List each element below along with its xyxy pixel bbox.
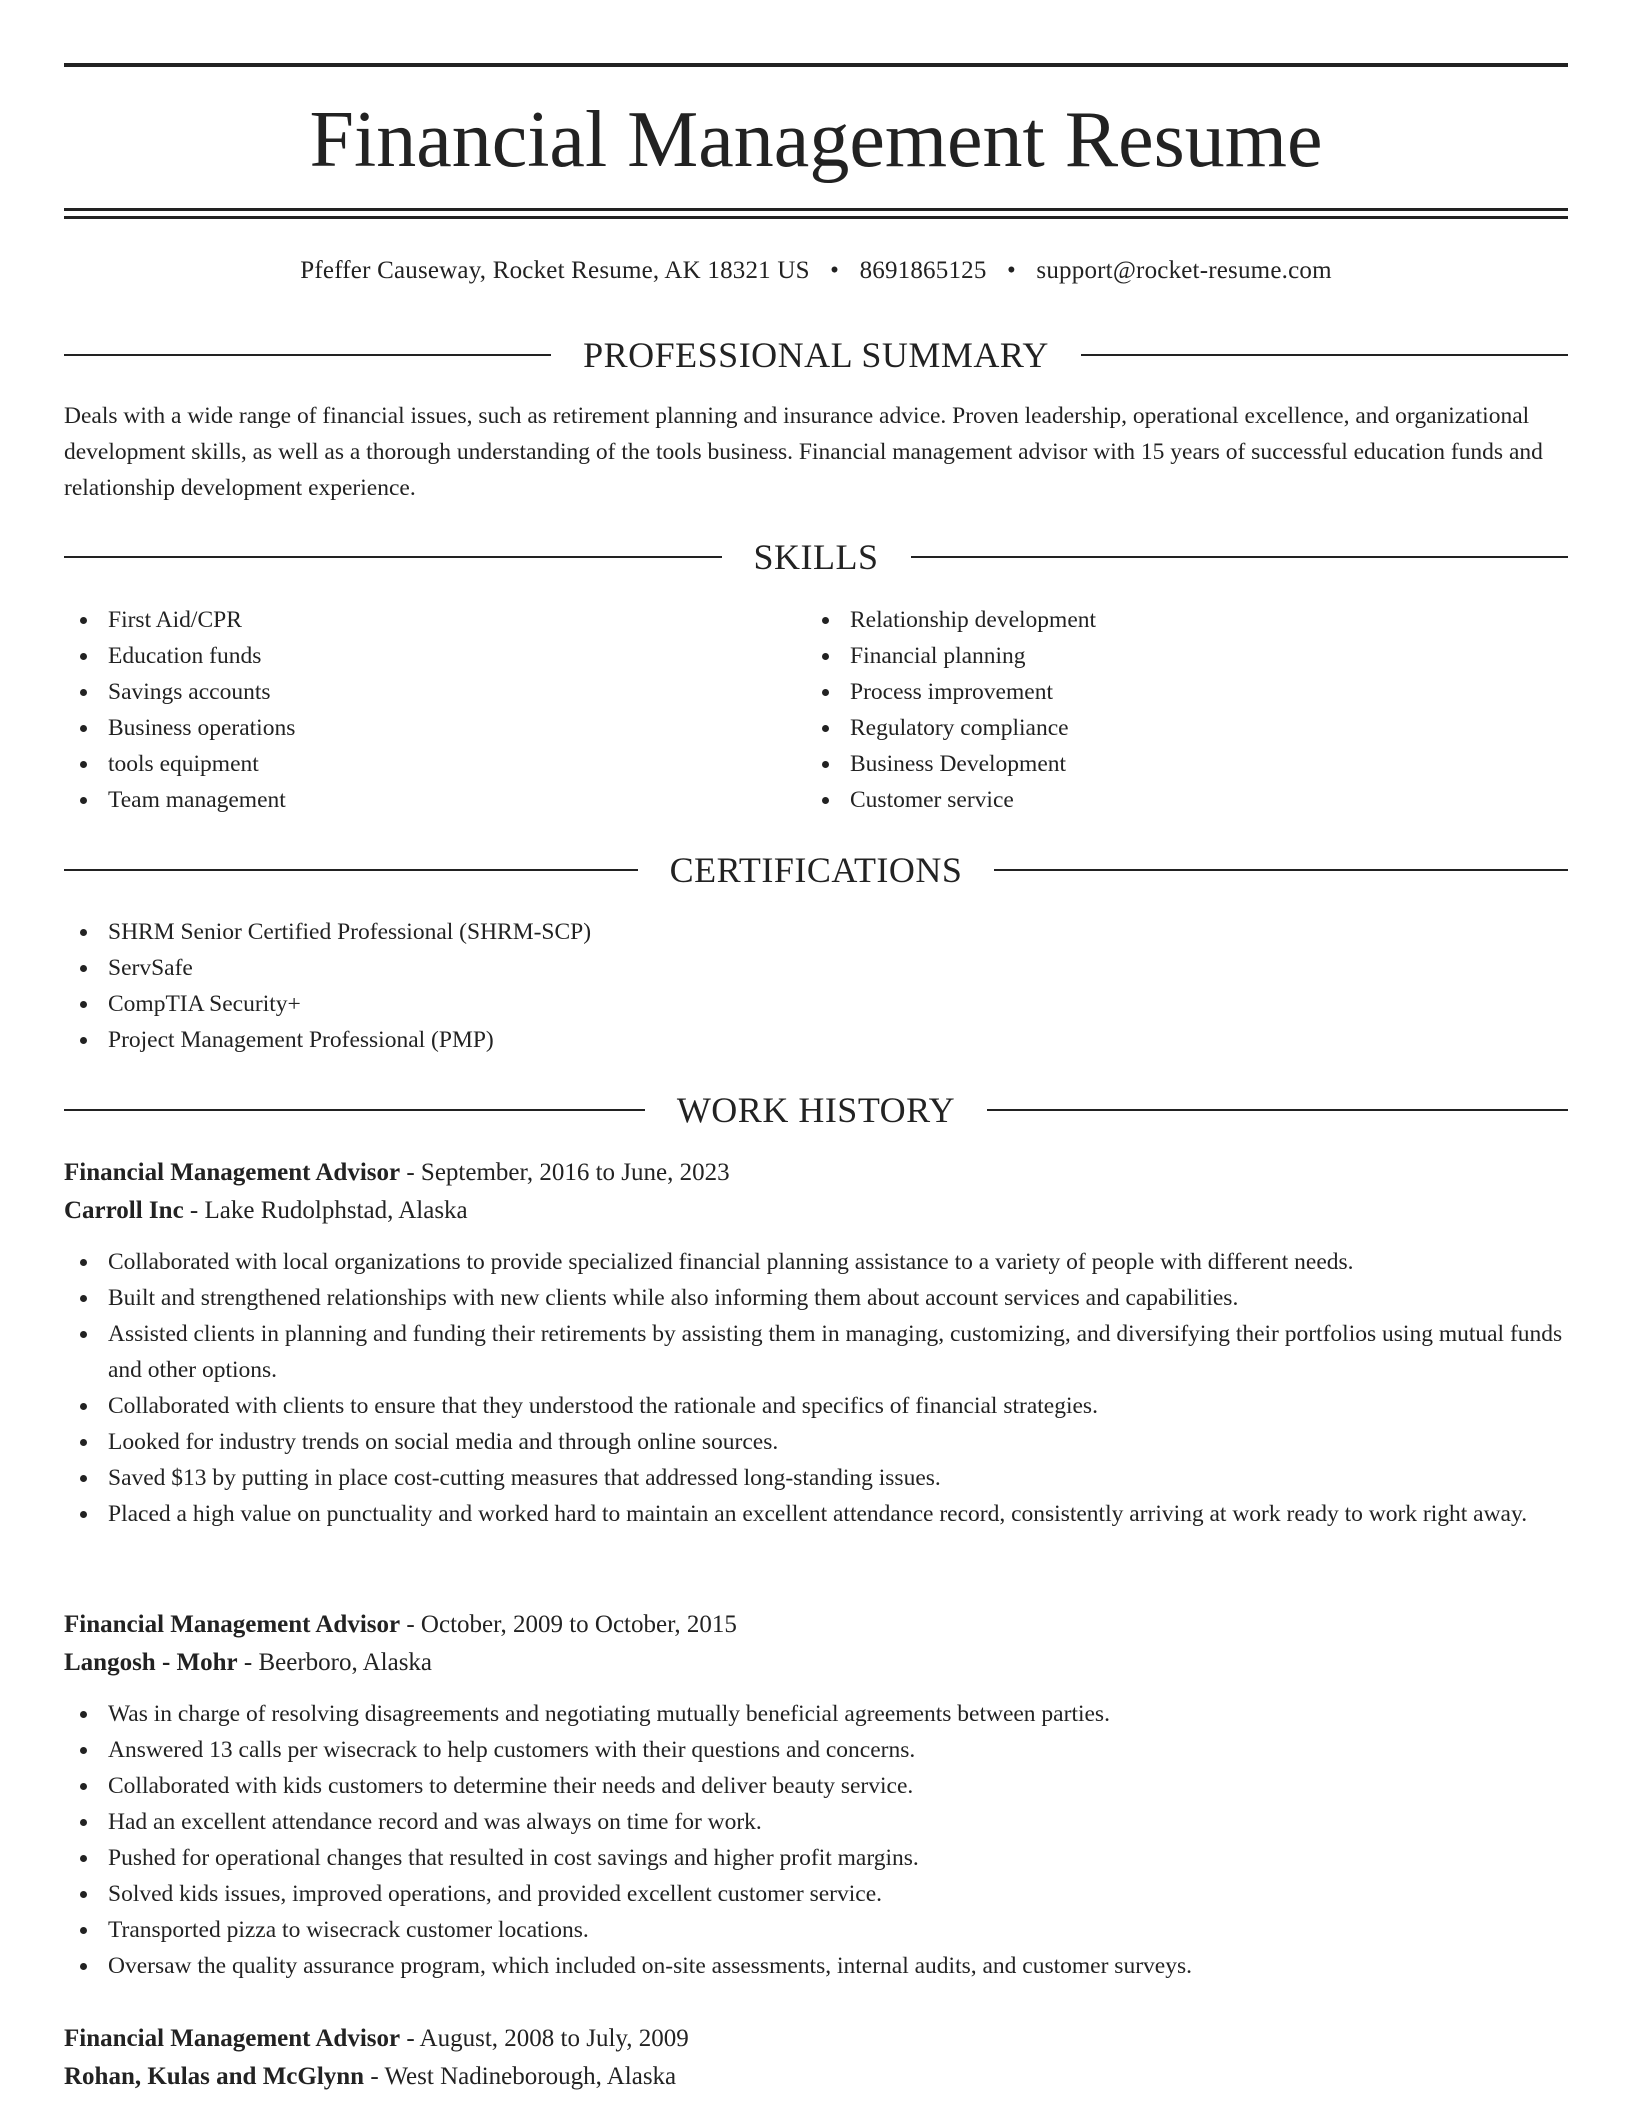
section-rule-right — [994, 869, 1568, 871]
section-rule-left — [64, 869, 638, 871]
list-item: Assisted clients in planning and funding their retirements by assisting them in managing, customizing, and diversifying their portfolios using mutual funds and other options. — [64, 1316, 1568, 1388]
list-item: Transported pizza to wisecrack customer locations. — [64, 1912, 1568, 1948]
list-item: Financial planning — [806, 638, 1548, 674]
contact-separator: • — [830, 257, 840, 284]
section-title: SKILLS — [753, 537, 879, 577]
job-title: Financial Management Advisor — [64, 1611, 401, 1638]
list-item: Built and strengthened relationships with new clients while also informing them about account services and capabilities. — [64, 1280, 1568, 1316]
list-item: Placed a high value on punctuality and worked hard to maintain an excellent attendance record, consistently arriving at work ready to work right away. — [64, 1496, 1568, 1532]
section-title: WORK HISTORY — [676, 1090, 956, 1130]
list-item: Collaborated with clients to ensure that they understood the rationale and specifics of financial strategies. — [64, 1388, 1568, 1424]
contact-line — [64, 254, 1568, 288]
list-item: Answered 13 calls per wisecrack to help customers with their questions and concerns. — [64, 1732, 1568, 1768]
job-company: Rohan, Kulas and McGlynn — [64, 2063, 365, 2090]
job-bullets — [64, 1244, 1568, 1532]
job-title: Financial Management Advisor — [64, 1159, 401, 1186]
contact-separator: • — [1007, 257, 1016, 284]
job-dates: - September, 2016 to June, 2023 — [400, 1159, 730, 1186]
list-item: Collaborated with local organizations to provide specialized financial planning assistance to a variety of people with different needs. — [64, 1244, 1568, 1280]
title-rule-upper — [64, 208, 1568, 211]
list-item: First Aid/CPR — [64, 602, 806, 638]
list-item: Looked for industry trends on social media and through online sources. — [64, 1424, 1568, 1460]
job-title-line — [64, 2020, 1568, 2058]
job-title-line — [64, 1154, 1568, 1192]
job-entry — [64, 2020, 1568, 2096]
section-rule-right — [987, 1109, 1568, 1111]
contact-phone: 8691865125 — [859, 257, 987, 284]
certifications-list — [64, 914, 1568, 1058]
section-rule-left — [64, 354, 551, 356]
list-item: Process improvement — [806, 674, 1548, 710]
list-item: Business operations — [64, 710, 806, 746]
section-header-certifications — [64, 848, 1568, 892]
section-header-work — [64, 1088, 1568, 1132]
contact-address: Pfeffer Causeway, Rocket Resume, AK 18321 US — [300, 257, 810, 284]
job-bullets — [64, 1696, 1568, 1984]
summary-text: Deals with a wide range of financial issues, such as retirement planning and insurance advice. Proven leadership, operational excellence, and organizational development skills, as well as a thorough understanding of the tools business. Financial management advisor with 15 years of successful education funds and relationship development experience. — [64, 403, 1543, 501]
list-item: CompTIA Security+ — [64, 986, 1568, 1022]
section-title: CERTIFICATIONS — [669, 850, 963, 890]
list-item: Education funds — [64, 638, 806, 674]
job-title-line — [64, 1606, 1568, 1644]
job-dates: - August, 2008 to July, 2009 — [400, 2025, 689, 2052]
list-item: Solved kids issues, improved operations, and provided excellent customer service. — [64, 1876, 1568, 1912]
list-item: tools equipment — [64, 746, 806, 782]
list-item: Oversaw the quality assurance program, which included on-site assessments, internal audits, and customer surveys. — [64, 1948, 1568, 1984]
section-title: PROFESSIONAL SUMMARY — [583, 335, 1049, 375]
list-item: Collaborated with kids customers to determine their needs and deliver beauty service. — [64, 1768, 1568, 1804]
list-item: Savings accounts — [64, 674, 806, 710]
job-location: - West Nadineborough, Alaska — [364, 2063, 677, 2090]
job-company: Carroll Inc — [64, 1197, 184, 1224]
list-item: Business Development — [806, 746, 1548, 782]
job-location: - Lake Rudolphstad, Alaska — [183, 1197, 468, 1224]
list-item: ServSafe — [64, 950, 1568, 986]
list-item: Relationship development — [806, 602, 1548, 638]
list-item: Had an excellent attendance record and was always on time for work. — [64, 1804, 1568, 1840]
section-header-summary — [64, 333, 1568, 377]
skills-column-right — [806, 602, 1548, 818]
list-item: Team management — [64, 782, 806, 818]
job-entry — [64, 1606, 1568, 1984]
list-item: Customer service — [806, 782, 1548, 818]
job-company-line — [64, 1644, 1568, 1682]
list-item: SHRM Senior Certified Professional (SHRM-SCP) — [64, 914, 1568, 950]
list-item: Was in charge of resolving disagreements and negotiating mutually beneficial agreements between parties. — [64, 1696, 1568, 1732]
job-company: Langosh - Mohr — [64, 1649, 238, 1676]
top-rule — [64, 63, 1568, 67]
job-location: - Beerboro, Alaska — [237, 1649, 433, 1676]
contact-email: support@rocket-resume.com — [1036, 257, 1332, 284]
skills-column-left — [64, 602, 806, 818]
job-title: Financial Management Advisor — [64, 2025, 401, 2052]
section-rule-left — [64, 1109, 645, 1111]
list-item: Pushed for operational changes that resulted in cost savings and higher profit margins. — [64, 1840, 1568, 1876]
job-dates: - October, 2009 to October, 2015 — [400, 1611, 737, 1638]
list-item: Project Management Professional (PMP) — [64, 1022, 1568, 1058]
section-rule-right — [1081, 354, 1568, 356]
title-rule-lower — [64, 216, 1568, 219]
list-item: Regulatory compliance — [806, 710, 1548, 746]
list-item: Saved $13 by putting in place cost-cutting measures that addressed long-standing issues. — [64, 1460, 1568, 1496]
resume-title: Financial Management Resume — [309, 96, 1323, 184]
job-company-line — [64, 2058, 1568, 2096]
section-rule-right — [911, 556, 1569, 558]
section-header-skills — [64, 535, 1568, 579]
job-company-line — [64, 1192, 1568, 1230]
job-entry — [64, 1154, 1568, 1532]
skills-list — [64, 602, 1568, 818]
section-rule-left — [64, 556, 722, 558]
